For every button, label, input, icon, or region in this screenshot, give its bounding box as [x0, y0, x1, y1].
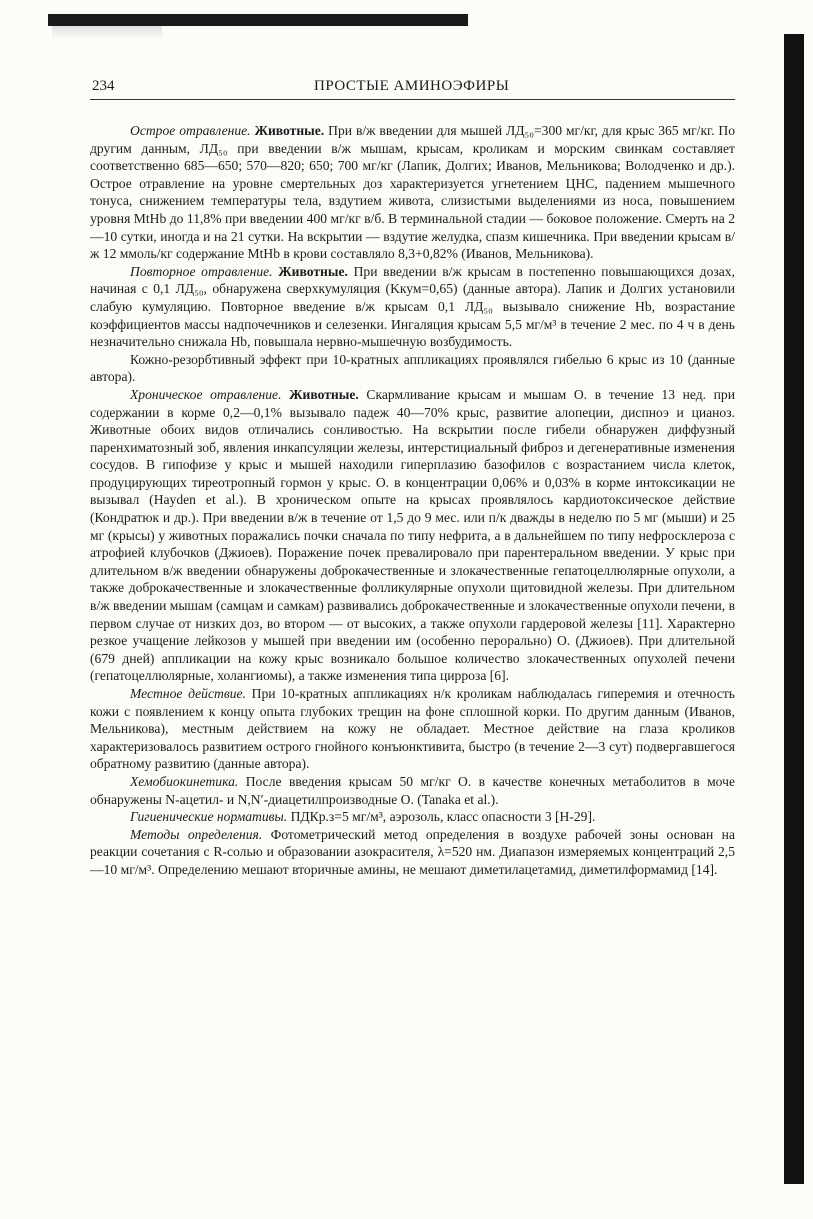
- paragraph-text: Фотометрический метод определения в воздухе рабочей зоны основан на реакции сочетания с R-солью и образовании азокрасителя, λ=520 нм. Диапазон измеряемых концентраций 2,5—10 мг/м³. Определению мешают вторичные амины, не мешают диметилацетамид, диметилформамид [14].: [90, 826, 735, 877]
- paragraph-text: Скармливание крысам и мышам О. в течение 13 нед. при содержании в корме 0,2—0,1% вызывало падеж 40—70% крыс, развитие алопеции, диспноэ и цианоз. Животные обоих видов отличались сонливостью. На вскрытии после гибели обнаружен диффузный паренхиматозный зоб, явления инкапсуляции железы, интерстициальный фиброз и дегенеративные изменения сосудов. В гипофизе у крыс и мышей находили гиперплазию базофилов с возрастанием числа клеток, продуцирующих тиреотропный гормон у крыс. О. в концентрации 0,06% и 0,03% в корме интоксикации не вызывал (Hayden et al.). В хроническом опыте на крысах проявлялось кардиотоксическое действие (Кондратюк и др.). При введении в/ж в течение от 1,5 до 9 мес. или п/к дважды в неделю по 5 мг (мыши) и 25 мг (крысы) у животных поражались почки сначала по типу нефрита, а в дальнейшем по типу нефросклероза с атрофией клубочков (Джиоев). Поражение почек превалировало при парентеральном введении. У крыс при длительном в/ж введении обнаружены доброкачественные и злокачественные гепатоцеллюлярные опухоли, а также доброкачественные и злокачественные фолликулярные опухоли щитовидной железы. При длительном в/ж введении мышам (самцам и самкам) развивались доброкачественные и злокачественные опухоли печени, в первом случае от низких доз, во втором — от высоких, а также опухоли гардеровой железы [11]. Характерно резкое учащение лейкозов у мышей при введении им (особенно перорально) О. (Джиоев). При длительной (679 дней) аппликации на кожу крыс возникало большое количество злокачественных опухолей печени (гепатоцеллюлярные, холангиомы), а также изменения типа цирроза [6].: [90, 386, 735, 684]
- paragraph-repeated-poisoning: [90, 263, 735, 351]
- paragraph-acute-poisoning: [90, 122, 735, 263]
- scan-shadow: [52, 26, 162, 40]
- scan-binding-edge: [784, 34, 804, 1184]
- paragraph-text: После введения крысам 50 мг/кг О. в качестве конечных метаболитов в моче обнаружены N-ацетил- и N,N′-диацетилпроизводные О. (Tanaka et al.).: [90, 773, 735, 807]
- body-text: [90, 122, 735, 879]
- running-title: ПРОСТЫЕ АМИНОЭФИРЫ: [314, 78, 510, 94]
- paragraph-skin-resorptive: [90, 351, 735, 386]
- section-heading: Методы определения.: [130, 826, 263, 842]
- paragraph-text: При в/ж введении для мышей ЛД₅₀=300 мг/кг, для крыс 365 мг/кг. По другим данным, ЛД₅₀ при введении в/ж мышам, крысам, кроликам и морским свинкам составляет соответственно 685—650; 570—820; 650; 700 мг/кг (Лапик, Долгих; Иванов, Мельникова; Володченко и др.). Острое отравление на уровне смертельных доз характеризуется угнетением ЦНС, падением мышечного тонуса, снижением температуры тела, вздутием живота, слизистыми выделениями из носа, повышением уровня MtHb до 11,8% при введении 400 мг/кг в/б. В терминальной стадии — боковое положение. Смерть на 2—10 сутки, иногда и на 21 сутки. На вскрытии — вздутие желудка, спазм кишечника. При введении крысам в/ж 12 ммоль/кг содержание MtHb в крови составляло 8,3+0,82% (Иванов, Мельникова).: [90, 123, 736, 262]
- section-heading: Повторное отравление.: [130, 263, 273, 279]
- page-number: 234: [92, 78, 115, 94]
- section-heading: Острое отравление.: [130, 123, 251, 138]
- paragraph-text: При 10-кратных аппликациях н/к кроликам наблюдалась гиперемия и отечность кожи с появлением к концу опыта глубоких трещин на фоне сплошной корки. По другим данным (Иванов, Мельникова), местным действием на кожу не обладает. Местное действие на глаза кроликов характеризовалось развитием острого гнойного конъюнктивита, быстро (в течение 2—3 сут) подвергавшегося обратному развитию (данные автора).: [90, 686, 735, 772]
- section-heading: Хроническое отравление.: [130, 386, 282, 402]
- paragraph-text: ПДКр.з=5 мг/м³, аэрозоль, класс опасности 3 [Н-29].: [290, 809, 596, 825]
- page-header: [90, 75, 735, 100]
- paragraph-local-action: [90, 685, 735, 773]
- section-heading: Местное действие.: [130, 686, 246, 701]
- paragraph-text: Кожно-резорбтивный эффект при 10-кратных аппликациях проявлялся гибелью 6 крыс из 10 (данные автора).: [90, 351, 735, 385]
- paragraph-text: При введении в/ж крысам в постепенно повышающихся дозах, начиная с 0,1 ЛД₅₀, обнаружена сверхкумуляция (Kкум=0,65) (данные автора). Лапик и Долгих установили слабую кумуляцию. Повторное введение в/ж крысам 0,1 ЛД₅₀ вызывало снижение Hb, возрастание коэффициентов массы надпочечников и селезенки. Ингаляция крысам 5,5 мг/м³ в течение 2 мес. по 4 ч в день незначительно снижала Hb, повышала нервно-мышечную возбудимость.: [90, 263, 735, 350]
- paragraph-hygienic-standards: [90, 808, 735, 826]
- paragraph-detection-methods: [90, 826, 735, 879]
- paragraph-chronic-poisoning: [90, 386, 735, 685]
- section-heading: Хемобиокинетика.: [130, 773, 239, 789]
- section-subheading: Животные.: [289, 386, 359, 402]
- book-page: [90, 75, 735, 879]
- section-subheading: Животные.: [278, 263, 348, 279]
- section-subheading: Животные.: [254, 123, 325, 138]
- scan-edge-mark: [48, 14, 468, 26]
- paragraph-chemobiokinetics: [90, 773, 735, 808]
- section-heading: Гигиенические нормативы.: [130, 809, 288, 825]
